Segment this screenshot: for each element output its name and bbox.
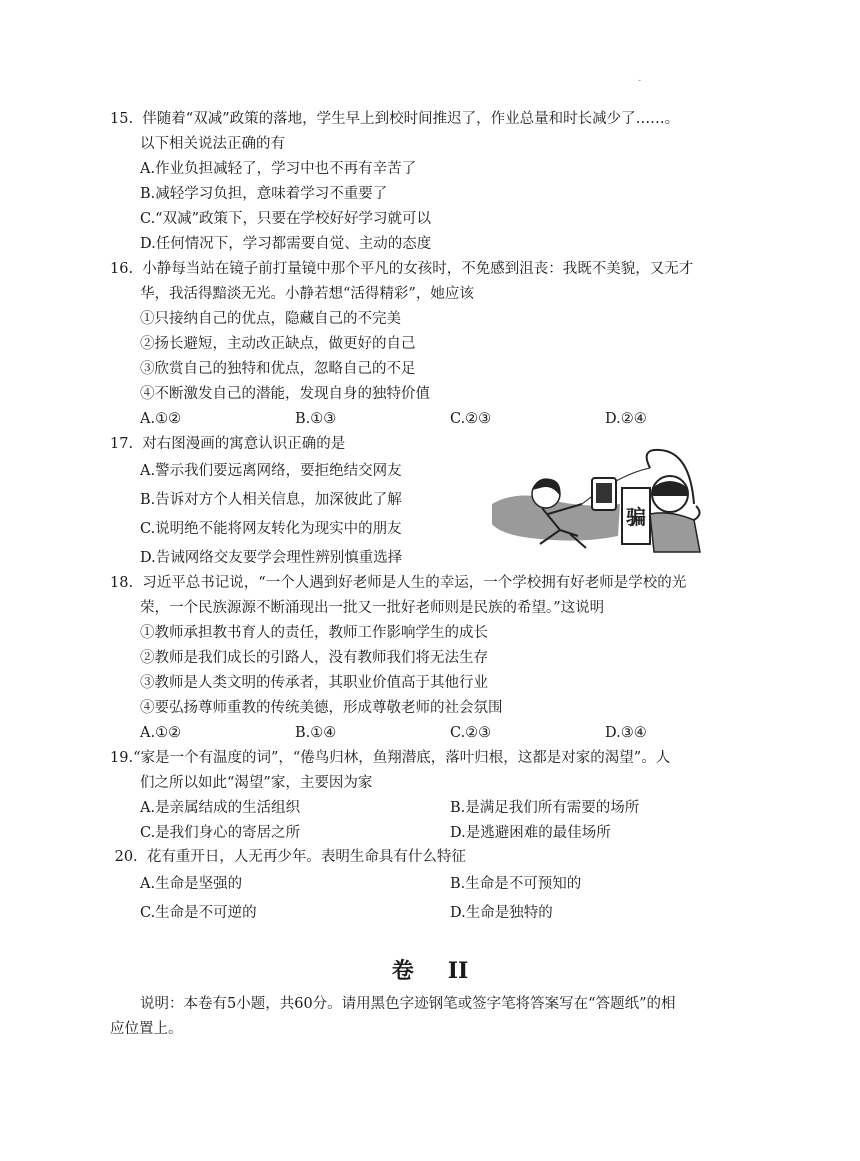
- option-a: A.警示我们要远离网络，要拒绝结交网友: [140, 463, 402, 479]
- option-b: B.告诉对方个人相关信息，加深彼此了解: [140, 492, 402, 508]
- option-c: C.是我们身心的寄居之所: [140, 825, 301, 841]
- section-title: [0, 954, 860, 985]
- question-20: [110, 845, 760, 928]
- choice-d: D.②④: [605, 411, 647, 427]
- option-c: C.“双减”政策下，只要在学校好好学习就可以: [140, 211, 432, 227]
- choice-d: D.③④: [605, 725, 647, 741]
- statement-4: ④不断激发自己的潜能，发现自身的独特价值: [140, 386, 430, 402]
- question-stem: 对右图漫画的寓意认识正确的是: [142, 436, 346, 452]
- statement-3: ③欣赏自己的独特和优点，忽略自己的不足: [140, 361, 416, 377]
- man-body: [650, 513, 700, 552]
- page-mark: -: [638, 76, 642, 86]
- question-number: 19.: [110, 750, 134, 766]
- option-d: D.任何情况下，学习都需要自觉、主动的态度: [140, 236, 432, 252]
- section-title-numeral: II: [447, 958, 469, 984]
- statement-3: ③教师是人类文明的传承者，其职业价值高于其他行业: [140, 675, 488, 691]
- choice-b: B.①③: [295, 411, 337, 427]
- section-instructions: [110, 992, 760, 1042]
- question-19: [110, 746, 760, 846]
- statement-1: ①只接纳自己的优点，隐藏自己的不完美: [140, 311, 401, 327]
- question-stem: 小静每当站在镜子前打量镜中那个平凡的女孩时，不免感到沮丧：我既不美貌，又无才: [142, 261, 694, 277]
- option-d: D.告诫网络交友要学会理性辨别慎重选择: [140, 550, 403, 566]
- choice-a: A.①②: [140, 725, 182, 741]
- question-18: [110, 571, 760, 746]
- question-stem: “家是一个有温度的词”，“倦鸟归林，鱼翔潜底，落叶归根，这都是对家的渴望”。人: [133, 750, 671, 766]
- question-stem: 们之所以如此“渴望”家，主要因为家: [140, 775, 373, 791]
- statement-4: ④要弘扬尊师重教的传统美德，形成尊敬老师的社会氛围: [140, 700, 503, 716]
- option-a: A.是亲属结成的生活组织: [140, 800, 301, 816]
- question-number: 15.: [110, 111, 134, 127]
- choice-c: C.②③: [450, 411, 492, 427]
- question-number: 17.: [110, 436, 134, 452]
- question-stem: 伴随着“双减”政策的落地，学生早上到校时间推迟了，作业总量和时长减少了……。: [142, 111, 680, 127]
- option-a: A.作业负担减轻了，学习中也不再有辛苦了: [140, 161, 417, 177]
- question-16: [110, 257, 760, 432]
- option-d: D.是逃避困难的最佳场所: [450, 825, 611, 841]
- question-stem: 荣，一个民族源源不断涌现出一批又一批好老师则是民族的希望。”这说明: [140, 600, 605, 616]
- question-stem: 以下相关说法正确的有: [140, 136, 285, 152]
- online-friend-scam-cartoon: [490, 444, 722, 560]
- man-arm: [694, 506, 700, 520]
- instructions-line-2: 应位置上。: [110, 1021, 183, 1037]
- statement-2: ②扬长避短，主动改正缺点，做更好的自己: [140, 336, 416, 352]
- section-title-main: 卷: [391, 958, 414, 984]
- question-stem: 花有重开日，人无再少年。表明生命具有什么特征: [146, 849, 466, 865]
- choice-b: B.①④: [295, 725, 337, 741]
- option-c: C.说明绝不能将网友转化为现实中的朋友: [140, 521, 402, 537]
- option-b: B.是满足我们所有需要的场所: [450, 800, 640, 816]
- option-c: C.生命是不可逆的: [140, 905, 257, 921]
- statement-2: ②教师是我们成长的引路人，没有教师我们将无法生存: [140, 650, 488, 666]
- question-number: 20.: [114, 849, 138, 865]
- choice-c: C.②③: [450, 725, 492, 741]
- option-a: A.生命是坚强的: [140, 876, 243, 892]
- question-stem: 习近平总书记说，“一个人遇到好老师是人生的幸运，一个学校拥有好老师是学校的光: [142, 575, 687, 591]
- statement-1: ①教师承担教书育人的责任，教师工作影响学生的成长: [140, 625, 488, 641]
- instructions-line-1: 说明：本卷有5小题，共60分。请用黑色字迹钢笔或签字笔将答案写在“答题纸”的相: [140, 996, 676, 1012]
- option-b: B.生命是不可预知的: [450, 876, 582, 892]
- question-15: [110, 107, 760, 257]
- choice-a: A.①②: [140, 411, 182, 427]
- option-b: B.减轻学习负担，意味着学习不重要了: [140, 186, 388, 202]
- question-stem: 华，我活得黯淡无光。小静若想“活得精彩”，她应该: [140, 286, 474, 302]
- phone-screen: [596, 483, 612, 503]
- scam-sign-text: 骗: [626, 505, 646, 529]
- question-number: 16.: [110, 261, 134, 277]
- question-number: 18.: [110, 575, 134, 591]
- option-d: D.生命是独特的: [450, 905, 553, 921]
